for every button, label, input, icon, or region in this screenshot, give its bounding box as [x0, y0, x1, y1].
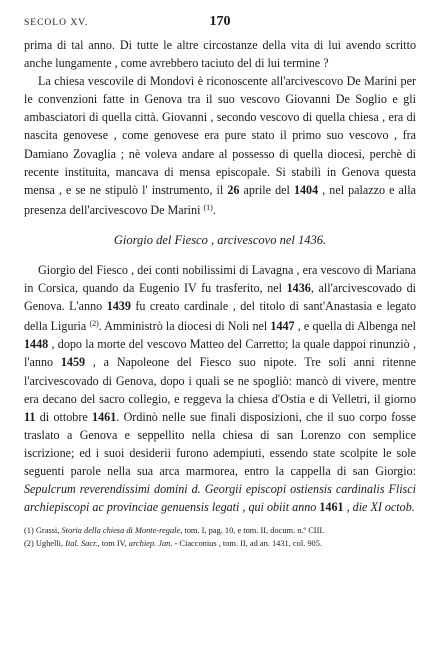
year-number: 1404 [293, 182, 319, 197]
inscription-tail: die XI octob. [352, 500, 415, 515]
running-head: SECOLO XV. [24, 18, 89, 28]
paragraph-giorgio: Giorgio del Fiesco , dei conti nobilissimi di Lavagna , era vescovo di Mariana in Corsica, quando da Eugenio IV fu trasferito, nel 1436, all'arcivescovado di Genova. L'anno 1439 fu creato cardinale , del titolo di sant'Anastasia e legato della Liguria $^{(2)}$. Amministrò la diocesi di Noli nel 1447 , e quella di Albenga nel 1448 , dopo la morte del vescovo Matteo del Carretto; la quale dappoi rinunziò , l'anno 1459 , a Napoleone del Fiesco suo nipote. Tre soli anni ritenne l'arcivescovado di Genova, dopo i quali se ne spogliò: mancò di vivere, mentre era decano del sacro collegio, e reggeva la chiesa d'Ostia e di Velletri, il giorno 11 di ottobre 1461. Ordinò nelle sue finali disposizioni, che il suo corpo fosse traslato a Genova e seppellito nella chiesa di san Lorenzo con semplice iscrizione; ed i suoi desiderii furono adempiuti, essendo state scolpite le sole seguenti parole nella sua arca marmorea, entro la cappella di san Giorgio: Sepulcrum reverendissimi domini d. Georgii episcopi ostiensis cardinalis Flisci archiepiscopi ac provinciae genuensis legati , qui obiit anno 1461 , die XI octob. [24, 262, 416, 515]
day-number: 11 [24, 409, 36, 424]
footnote-ref[interactable]: (2) [89, 319, 99, 329]
year-number: 1461 [316, 500, 344, 515]
year-number: 1459 [60, 355, 86, 370]
section-heading: Giorgio del Fiesco , arcivescovo nel 1436. [113, 232, 327, 247]
year-number: 1448 [24, 337, 49, 352]
footnote-ref[interactable]: (1) [203, 202, 213, 212]
year-number: 1439 [106, 299, 131, 314]
paragraph-mondovi: La chiesa vescovile di Mondovì è riconoscente all'arcivescovo De Marini per le convenzioni fatte in Genova tra il suo vescovo Giovanni De Soglio e gli ambasciatori di quella città. Giovanni , secondo vescovo di quella chiesa , era di nascita genovese , come genovese era pure stato il primo suo vescovo , fra Damiano Zovaglia ; nè voleva andare al possesso di quella diocesi, perchè di recente instituita, mancava di mensa episcopale. Si stabilì in Genova questa mensa , e se ne stipulò l' instrumento, il 26 aprile del 1404 , nel palazzo e alla presenza dell'arcivescovo De Marini $^{(1)}$. [24, 74, 416, 217]
body-text [24, 36, 416, 219]
year-number: 1447 [270, 319, 295, 334]
paragraph-continuation: prima di tal anno. Di tutte le altre circostanze della vita di lui avendo scritto anche lungamente , come avrebbero taciuto del di lui termine ? [24, 38, 416, 71]
inscription-text: Sepulcrum reverendissimi domini d. Georgii episcopi ostiensis cardinalis Flisci archiepiscopi ac provinciae genuensis legati , qui obiit anno [24, 482, 416, 515]
body-text-section [24, 261, 416, 516]
year-number: 1461 [92, 409, 117, 424]
footnote-2: (2) Ughelli, Ital. Sacr., tom IV, archiep. Jan. - Ciacconius , tom. II, ad an. 1431, col. 905. [24, 538, 322, 548]
page-header [24, 14, 416, 36]
footnotes [24, 525, 416, 550]
page-number: 170 [209, 14, 231, 29]
footnote-1: (1) Grassi, Storia della chiesa di Monte-regale, tom. I, pag. 10, e tom. II, docum. n.º CIII. [24, 526, 325, 536]
year-number: 1436 [286, 281, 311, 296]
date-number: 26 [227, 182, 240, 197]
